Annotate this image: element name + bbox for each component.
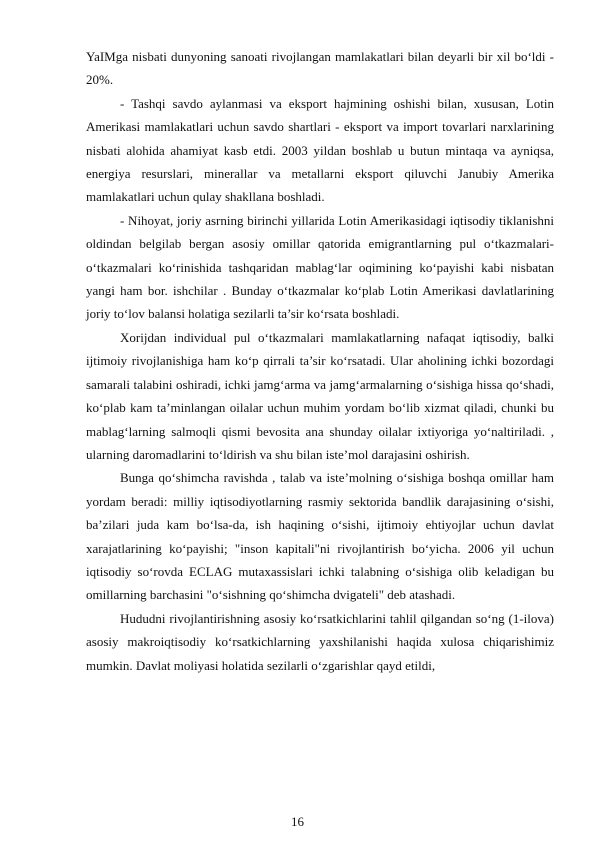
page-number: 16 (291, 814, 304, 829)
paragraph-gdp-ratio: YaIMga nisbati dunyoning sanoati rivojlangan mamlakatlari bilan deyarli bir xil bo‘ldi - 20%. (86, 49, 554, 88)
paragraph-demand-growth: Bunga qo‘shimcha ravishda , talab va iste’molning o‘sishiga boshqa omillar ham yordam beradi: milliy iqtisodiyotlarning rasmiy sektorida bandlik darajasining o‘sishi, ba’zilari juda kam bo‘lsa-da, ish haqining o‘sishi, ijtimoiy ehtiyojlar uchun davlat xarajatlarining ko‘payishi; "inson kapitali"ni rivojlantirish bo‘yicha. 2006 yil uchun iqtisodiy so‘rovda ECLAG mutaxassislari ichki talabning o‘sishiga olib keladigan bu omillarning barchasini "o‘sishning qo‘shimcha dvigateli" deb atashadi. (86, 470, 554, 603)
body-text (86, 45, 554, 677)
paragraph-individual-transfers: Xorijdan individual pul o‘tkazmalari mamlakatlarning nafaqat iqtisodiy, balki ijtimoiy rivojlanishiga ham ko‘p qirrali ta’sir ko‘rsatadi. Ular aholining ichki bozordagi samarali talabini oshiradi, ichki jamg‘arma va jamg‘armalarning o‘sishiga hissa qo‘shadi, ko‘plab kam ta’minlangan oilalar uchun muhim yordam bo‘lib xizmat qiladi, chunki bu mablag‘larning salmoqli qismi bevosita ana shunday oilalar ixtiyoriga yo‘naltiriladi. , ularning daromadlarini to‘ldirish va shu bilan iste’mol darajasini oshirish. (86, 329, 554, 462)
paragraph-trade-terms: - Tashqi savdo aylanmasi va eksport hajmining oshishi bilan, xususan, Lotin Amerikasi mamlakatlari uchun savdo shartlari - eksport va import tovarlari narxlarining nisbati alohida ahamiyat kasb etdi. 2003 yildan boshlab u butun mintaqa va ayniqsa, energiya resurslari, minerallar va metallarni eksport qiluvchi Janubiy Amerika mamlakatlari uchun qulay shakllana boshladi. (86, 95, 554, 205)
paragraph-remittances: - Nihoyat, joriy asrning birinchi yillarida Lotin Amerikasidagi iqtisodiy tiklanishni oldindan belgilab bergan asosiy omillar qatorida emigrantlarning pul o‘tkazmalari-o‘tkazmalari ko‘rinishida tashqaridan mablag‘lar oqimining ko‘payishi kabi nisbatan yangi ham bor. ishchilar . Bunday o‘tkazmalar ko‘plab Lotin Amerikasi davlatlarining joriy to‘lov balansi holatiga sezilarli ta’sir ko‘rsata boshladi. (86, 212, 554, 322)
paragraph-indicators-analysis: Hududni rivojlantirishning asosiy ko‘rsatkichlarini tahlil qilgandan so‘ng (1-ilova) asosiy makroiqtisodiy ko‘rsatkichlarning yaxshilanishi haqida xulosa chiqarishimiz mumkin. Davlat moliyasi holatida sezilarli o‘zgarishlar qayd etildi, (86, 610, 554, 673)
